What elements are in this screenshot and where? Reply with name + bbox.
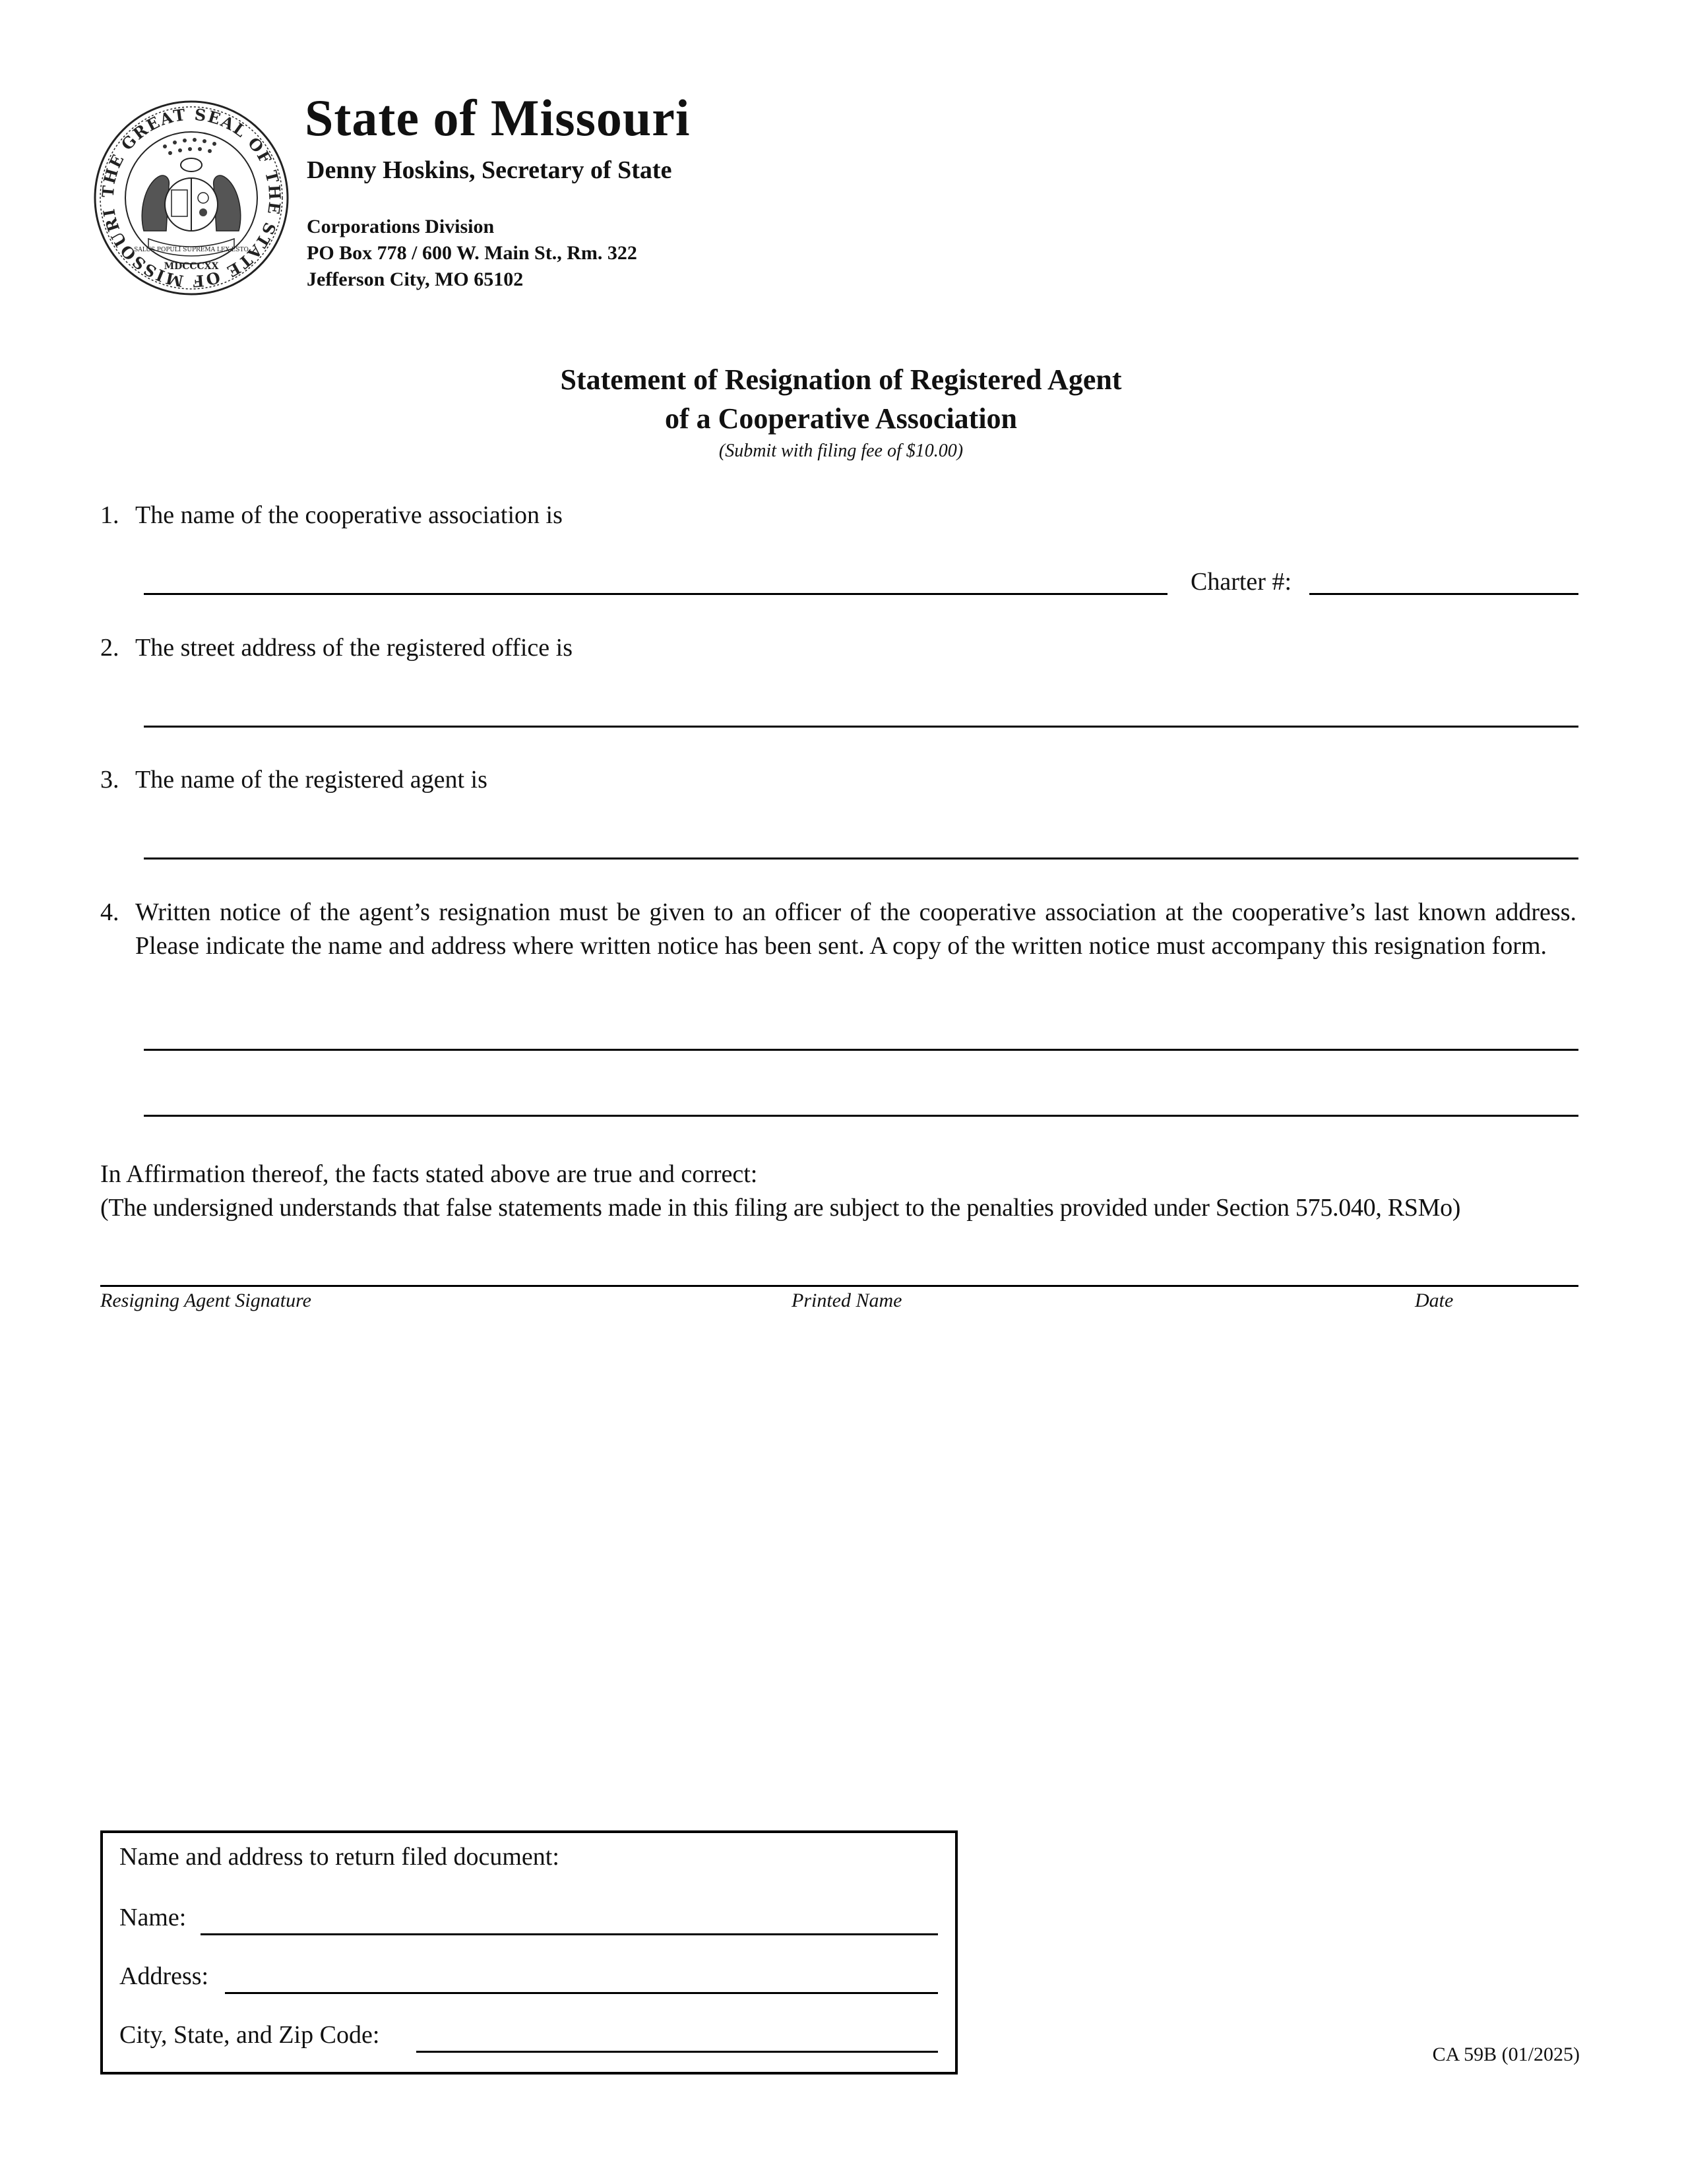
form-number: CA 59B (01/2025) xyxy=(1432,2044,1580,2065)
secretary-of-state: Denny Hoskins, Secretary of State xyxy=(307,156,672,184)
item-3-text: The name of the registered agent is xyxy=(135,766,487,794)
item-2-number: 2. xyxy=(100,634,119,662)
form-title-line-2: of a Cooperative Association xyxy=(664,402,1018,435)
division-address-block xyxy=(307,214,637,293)
return-box-heading: Name and address to return filed document: xyxy=(119,1843,559,1871)
return-address-box xyxy=(100,1830,958,2075)
return-address-field[interactable] xyxy=(225,1992,938,1994)
state-heading: State of Missouri xyxy=(305,89,691,146)
address-line-2: Jefferson City, MO 65102 xyxy=(307,268,524,290)
return-city-state-zip-field[interactable] xyxy=(416,2051,938,2053)
notice-address-field-2[interactable] xyxy=(144,1115,1578,1117)
charter-label: Charter #: xyxy=(1191,568,1292,596)
date-label: Date xyxy=(1415,1290,1454,1311)
charter-number-field[interactable] xyxy=(1309,593,1578,595)
division-name: Corporations Division xyxy=(307,216,495,237)
item-1-text: The name of the cooperative association is xyxy=(135,501,563,529)
registered-agent-name-field[interactable] xyxy=(144,858,1578,859)
item-4-text: Written notice of the agent’s resignation must be given to an officer of the cooperative association at the cooperative’s last known address. Please indicate the name and address where written notice has been sent. A copy of the written notice must accompany this resignation form. xyxy=(135,898,1576,960)
seal-year: MDCCCXX xyxy=(164,261,219,272)
state-seal-icon xyxy=(92,99,290,297)
street-address-field[interactable] xyxy=(144,726,1578,728)
item-3-number: 3. xyxy=(100,766,119,794)
address-line-1: PO Box 778 / 600 W. Main St., Rm. 322 xyxy=(307,242,637,264)
item-4-number: 4. xyxy=(100,898,119,926)
item-2-text: The street address of the registered office is xyxy=(135,634,573,662)
penalty-notice: (The undersigned understands that false statements made in this filing are subject to the penalties provided under Section 575.040, RSMo) xyxy=(100,1194,1461,1222)
filing-fee-note: (Submit with filing fee of $10.00) xyxy=(718,441,964,461)
printed-name-label: Printed Name xyxy=(792,1290,902,1311)
seal-motto: SALUS POPULI SUPREMA LEX ESTO xyxy=(134,247,249,253)
association-name-field[interactable] xyxy=(144,593,1168,595)
form-title-line-1: Statement of Resignation of Registered Agent xyxy=(560,363,1122,396)
affirmation-statement: In Affirmation thereof, the facts stated above are true and correct: xyxy=(100,1160,758,1188)
signature-line[interactable] xyxy=(100,1285,1578,1287)
signature-label: Resigning Agent Signature xyxy=(100,1290,311,1311)
notice-address-field-1[interactable] xyxy=(144,1049,1578,1051)
return-name-label: Name: xyxy=(119,1904,187,1931)
return-address-label: Address: xyxy=(119,1962,209,1990)
item-1-number: 1. xyxy=(100,501,119,529)
seal-label: THE GREAT SEAL OF THE STATE OF MISSOURI xyxy=(98,104,285,292)
return-city-state-zip-label: City, State, and Zip Code: xyxy=(119,2021,380,2049)
return-name-field[interactable] xyxy=(201,1933,938,1935)
